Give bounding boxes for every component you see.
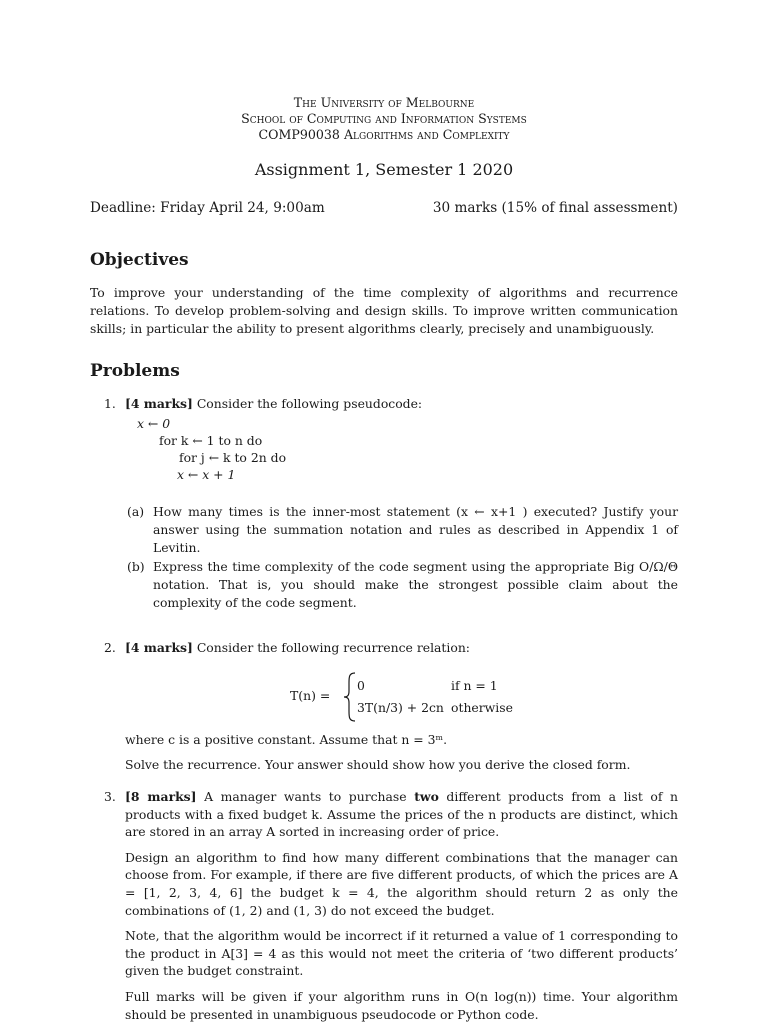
case-1-value: 0: [357, 677, 365, 693]
paragraph-text: different products from a list of n products with a fixed budget k. Assume the prices of the n products are distinct, which are stored in an array A sorted in increasing order of price.: [125, 788, 679, 840]
course-name: Algorithms and Complexity: [343, 127, 510, 143]
case-2-value: 3T(n/3) + 2cn: [357, 699, 444, 715]
page-title: Assignment 1, Semester 1 2020: [254, 160, 514, 180]
emphasis-two: two: [414, 788, 439, 804]
code-line-1: x ← 0: [137, 416, 171, 432]
problems-heading: Problems: [90, 361, 180, 382]
deadline-text: Deadline: Friday April 24, 9:00am: [90, 200, 325, 217]
code-line-2: for k ← 1 to n do: [159, 433, 263, 449]
equation-lhs: T(n) =: [290, 687, 331, 703]
case-1-condition: if n = 1: [451, 677, 498, 693]
problem-marks: [4 marks]: [125, 640, 193, 656]
recurrence-equation: [125, 671, 678, 723]
problem-3: [90, 788, 678, 1023]
problem-marks: [4 marks]: [125, 396, 193, 412]
course-line: [90, 127, 678, 143]
code-line-3: for j ← k to 2n do: [179, 450, 287, 466]
problem-paragraph-4: Full marks will be given if your algorithm runs in O(n log(n)) time. Your algorithm should be presented in unambiguous pseudocode or Python code.: [125, 989, 678, 1022]
part-text: How many times is the inner-most statement (x ← x+1 ) executed? Justify your answer using the summation notation and rules as described in Appendix 1 of Levitin.: [153, 504, 678, 555]
paragraph-text: A manager wants to purchase: [196, 788, 415, 804]
objectives-text: To improve your understanding of the time complexity of algorithms and recurrence relations. To develop problem-solving and design skills. To improve written communication skills; in particular the ability to present algorithms clearly, precisely and unambiguously.: [90, 285, 678, 336]
pseudocode-block: [137, 415, 678, 483]
problem-1: [90, 395, 678, 611]
solve-instruction: Solve the recurrence. Your answer should show how you derive the closed form.: [125, 757, 631, 773]
problem-paragraph-2: Design an algorithm to find how many different combinations that the manager can choose from. For example, if there are five different products, of which the prices are A = [1, 2, 3, 4, 6] the budget k = 4, the algorithm should return 2 as only the combinations of (1, 2) and (1, 3) do not exceed the budget.: [125, 849, 678, 918]
course-code: COMP90038: [258, 127, 340, 143]
problem-number: 3.: [104, 788, 116, 804]
marks-text: 30 marks (15% of final assessment): [432, 200, 678, 217]
objectives-heading: Objectives: [90, 250, 189, 271]
problem-paragraph-3: Note, that the algorithm would be incorrect if it returned a value of 1 corresponding to the product in A[3] = 4 as this would not meet the criteria of ‘two different products’ given the budget constraint.: [125, 928, 678, 979]
assignment-page: [90, 95, 678, 1023]
problem-paragraph-1: [125, 788, 678, 841]
part-text: Express the time complexity of the code segment using the appropriate Big O/Ω/Θ notation. That is, you should make the strongest possible claim about the complexity of the code segment.: [153, 559, 678, 610]
part-a: [125, 503, 678, 556]
problem-number: 1.: [104, 396, 116, 412]
part-label: (a): [127, 504, 145, 520]
part-label: (b): [127, 559, 145, 575]
where-clause: where c is a positive constant. Assume that n = 3ᵐ.: [125, 731, 448, 747]
document-header: [90, 95, 678, 143]
problem-number: 2.: [104, 640, 116, 656]
problem-2: [90, 639, 678, 774]
problem-intro: Consider the following pseudocode:: [192, 396, 423, 412]
problem-intro: Consider the following recurrence relation:: [192, 640, 470, 656]
part-b: [125, 558, 678, 611]
case-2-condition: otherwise: [451, 699, 513, 715]
university-name: The University of Melbourne: [293, 95, 475, 110]
problem-marks: [8 marks]: [125, 788, 197, 804]
school-name: School of Computing and Information Systems: [241, 111, 527, 127]
code-line-4: x ← x + 1: [177, 467, 236, 483]
deadline-row: [90, 199, 678, 218]
brace-icon: [343, 671, 357, 723]
